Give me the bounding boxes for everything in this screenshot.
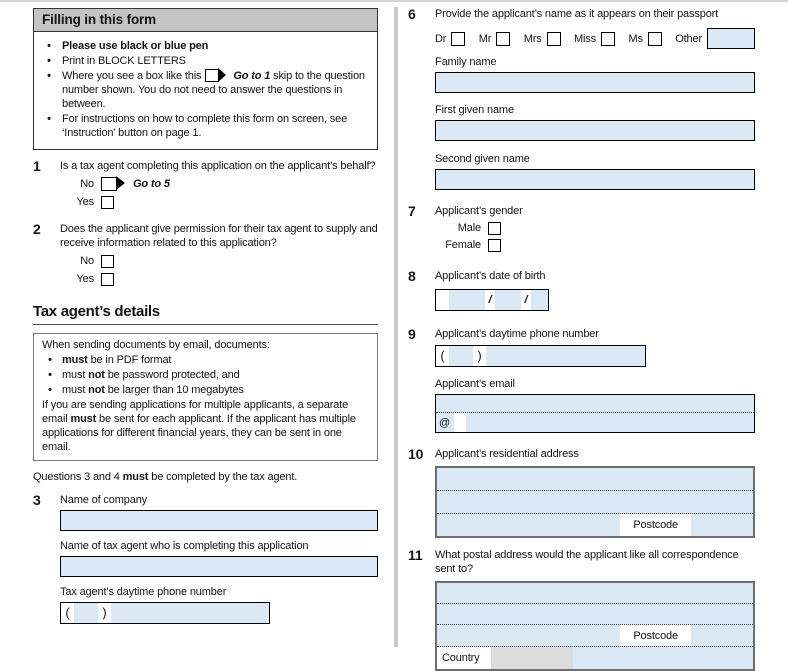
info-bullet-1: • must be in PDF format — [38, 353, 369, 367]
country-dropdown[interactable] — [491, 647, 573, 669]
info-paragraph: If you are sending applications for multiple applicants, a separate email must be sent for each applicant. If the applicant has multiple applications for different financial years, they can be sent in one email. — [42, 399, 356, 453]
question-1 — [33, 159, 378, 213]
bullet-dot: • — [47, 70, 51, 82]
miss-checkbox[interactable] — [601, 32, 615, 46]
info-bullet-2: • must not be password protected, and — [38, 368, 369, 382]
questions-3-4-note: Questions 3 and 4 must be completed by the tax agent. — [33, 471, 298, 483]
instruction-bullet-2: • Print in BLOCK LETTERS — [36, 54, 369, 68]
country-row — [437, 647, 753, 669]
question-number: 3 — [33, 492, 41, 508]
email-local-part-row[interactable] — [436, 395, 754, 413]
ms-checkbox[interactable] — [648, 32, 662, 46]
dr-checkbox[interactable] — [451, 32, 465, 46]
postcode-cell[interactable] — [691, 514, 753, 536]
filling-in-this-form-box — [33, 8, 378, 150]
q2-no-row — [60, 254, 378, 268]
postcode-row[interactable] — [437, 625, 753, 647]
goto-text: Go to 1 — [233, 70, 271, 82]
phone-open-paren: ( — [61, 603, 74, 623]
no-label: No — [80, 178, 94, 190]
male-row — [435, 221, 755, 235]
right-column — [398, 6, 788, 664]
country-label: Country — [437, 647, 491, 669]
question-8 — [408, 269, 755, 311]
question-text: Applicant’s date of birth — [435, 270, 546, 282]
question-number: 11 — [408, 547, 423, 563]
title-dr: Dr — [435, 32, 465, 46]
dob-month-cell[interactable] — [495, 290, 521, 310]
question-number: 2 — [33, 221, 41, 237]
phone-area-code-cell[interactable] — [74, 603, 98, 623]
country-cell[interactable] — [573, 647, 753, 669]
company-name-label: Name of company — [60, 494, 148, 506]
bullet-dot: • — [47, 113, 51, 125]
question-text: What postal address would the applicant like all correspondence sent to? — [435, 549, 739, 575]
info-bullet-3: • must not be larger than 10 megabytes — [38, 383, 369, 397]
question-2 — [33, 222, 378, 290]
at-sign: @ — [439, 416, 451, 429]
email-documents-info-box — [33, 333, 378, 461]
tax-agents-details-heading: Tax agent’s details — [33, 303, 378, 325]
email-domain-row[interactable] — [436, 413, 754, 432]
question-9 — [408, 327, 755, 433]
phone-close-paren: ) — [473, 346, 486, 366]
applicant-email-field[interactable] — [435, 394, 755, 433]
question-7 — [408, 204, 755, 255]
date-of-birth-field[interactable] — [435, 289, 549, 311]
q2-yes-row — [60, 272, 378, 286]
agent-name-field[interactable] — [60, 556, 378, 577]
phone-number-cell[interactable] — [486, 346, 645, 366]
family-name-label: Family name — [435, 56, 497, 68]
residential-address-box[interactable] — [435, 466, 755, 538]
q2-no-checkbox[interactable] — [101, 255, 114, 268]
bullet-dot: • — [48, 384, 52, 396]
phone-number-cell[interactable] — [111, 603, 269, 623]
bullet-dot: • — [48, 354, 52, 366]
address-line-2[interactable] — [437, 604, 753, 625]
date-separator: / — [521, 290, 531, 310]
question-text: Is a tax agent completing this application on the applicant’s behalf? — [60, 160, 376, 172]
first-given-name-field[interactable] — [435, 120, 755, 141]
q2-yes-checkbox[interactable] — [101, 273, 114, 286]
postcode-label: Postcode — [620, 514, 691, 536]
question-number: 10 — [408, 446, 424, 462]
address-line-1[interactable] — [437, 583, 753, 604]
bullet-dot: • — [48, 369, 52, 381]
left-column — [0, 7, 394, 649]
q1-yes-row — [60, 195, 378, 209]
q1-yes-checkbox[interactable] — [101, 196, 114, 209]
postcode-cell[interactable] — [691, 625, 753, 646]
bullet-dot: • — [47, 40, 51, 52]
question-number: 6 — [408, 6, 416, 22]
phone-close-paren: ) — [98, 603, 111, 623]
title-other: Other — [675, 28, 755, 49]
address-line-1[interactable] — [437, 468, 753, 491]
date-separator: / — [485, 290, 495, 310]
postcode-row[interactable] — [437, 514, 753, 536]
yes-label: Yes — [76, 273, 94, 285]
title-mrs: Mrs — [524, 32, 561, 46]
question-text: Does the applicant give permission for their tax agent to supply and receive information related to this application? — [60, 223, 378, 249]
page-top-edge — [0, 0, 788, 2]
question-11 — [408, 548, 755, 671]
title-mr: Mr — [479, 32, 511, 46]
goto-text: Go to 5 — [133, 178, 170, 190]
title-miss: Miss — [574, 32, 615, 46]
question-3 — [33, 493, 378, 624]
instruction-bullet-1: • Please use black or blue pen — [36, 39, 369, 53]
question-text: Applicant’s gender — [435, 205, 523, 217]
agent-phone-field[interactable] — [60, 602, 270, 624]
postal-address-box[interactable] — [435, 581, 755, 671]
question-number: 1 — [33, 158, 41, 174]
family-name-field[interactable] — [435, 72, 755, 93]
question-6 — [408, 7, 755, 190]
bullet-dot: • — [47, 55, 51, 67]
address-line-2[interactable] — [437, 491, 753, 514]
bullet3-pre: Where you see a box like this — [62, 70, 202, 82]
agent-phone-label: Tax agent’s daytime phone number — [60, 586, 227, 598]
agent-name-label: Name of tax agent who is completing this application — [60, 540, 309, 552]
title-ms: Ms — [628, 32, 661, 46]
dob-year-cell[interactable] — [531, 290, 548, 310]
question-number: 7 — [408, 203, 416, 219]
other-title-field[interactable] — [707, 28, 755, 49]
company-name-field[interactable] — [60, 510, 378, 531]
phone-open-paren: ( — [436, 346, 449, 366]
instruction-bullet-3 — [36, 69, 369, 111]
postcode-label: Postcode — [620, 625, 691, 646]
first-given-name-label: First given name — [435, 104, 514, 116]
second-given-name-label: Second given name — [435, 153, 530, 165]
yes-label: Yes — [76, 196, 94, 208]
male-checkbox[interactable] — [488, 222, 501, 235]
no-label: No — [80, 255, 94, 267]
female-label: Female — [445, 239, 481, 251]
instruction-bullet-4: • For instructions on how to complete this form on screen, see ‘Instruction’ button on page 1. — [36, 112, 369, 140]
question-text: Applicant’s residential address — [435, 448, 579, 460]
female-row — [435, 238, 755, 252]
bullet3-post: skip to the question number shown. You do not need to answer the questions in between. — [62, 70, 365, 110]
q1-no-row — [60, 177, 378, 191]
female-checkbox[interactable] — [488, 239, 501, 252]
applicant-phone-field[interactable] — [435, 345, 646, 367]
dob-day-cell[interactable] — [449, 290, 485, 310]
question-number: 9 — [408, 326, 416, 342]
mr-checkbox[interactable] — [496, 32, 510, 46]
title-checkbox-row — [435, 28, 755, 49]
applicant-email-label: Applicant’s email — [435, 378, 515, 390]
question-10 — [408, 447, 755, 538]
q1-no-goto-checkbox[interactable] — [101, 177, 117, 191]
instructions-title: Filling in this form — [34, 9, 377, 32]
male-label: Male — [457, 222, 481, 234]
info-intro: When sending documents by email, documents: — [42, 339, 270, 351]
question-text: Provide the applicant’s name as it appears on their passport — [435, 8, 719, 20]
phone-area-code-cell[interactable] — [449, 346, 473, 366]
goto-box-arrow-icon — [205, 69, 219, 82]
mrs-checkbox[interactable] — [547, 32, 561, 46]
question-text: Applicant’s daytime phone number — [435, 328, 599, 340]
second-given-name-field[interactable] — [435, 169, 755, 190]
question-number: 8 — [408, 268, 416, 284]
